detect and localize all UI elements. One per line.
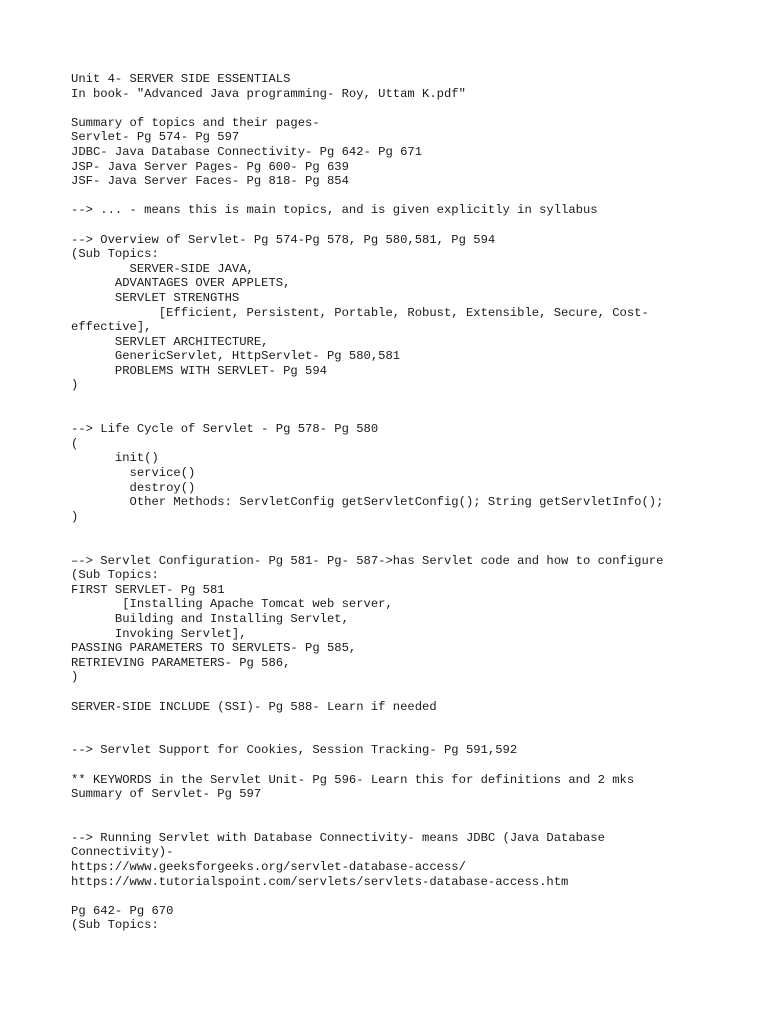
document-page [71, 72, 751, 933]
blank-line [71, 802, 751, 817]
text-line: effective], [71, 320, 152, 335]
text-line: ** KEYWORDS in the Servlet Unit- Pg 596- Learn this for definitions and 2 mks [71, 772, 635, 787]
text-line: --> Life Cycle of Servlet - Pg 578- Pg 580 [71, 422, 379, 437]
text-line: --> Running Servlet with Database Connectivity- means JDBC (Java Database [71, 830, 605, 845]
text-line: (Sub Topics: [71, 247, 159, 262]
text-line: ) [71, 509, 79, 524]
text-line: Other Methods: ServletConfig getServletConfig(); String getServletInfo(); [71, 495, 664, 510]
text-line: service() [71, 466, 196, 481]
blank-line [71, 685, 751, 700]
text-line: Servlet- Pg 574- Pg 597 [71, 130, 240, 145]
text-line: –-> Servlet Configuration- Pg 581- Pg- 587->has Servlet code and how to configure [71, 553, 664, 568]
text-line: SERVLET ARCHITECTURE, [71, 334, 269, 349]
text-line: --> ... - means this is main topics, and is given explicitly in syllabus [71, 203, 598, 218]
text-line: Pg 642- Pg 670 [71, 903, 174, 918]
text-line: Summary of Servlet- Pg 597 [71, 787, 262, 802]
text-line: init() [71, 451, 159, 466]
blank-line [71, 408, 751, 423]
text-line: PROBLEMS WITH SERVLET- Pg 594 [71, 363, 327, 378]
blank-line [71, 539, 751, 554]
text-line: RETRIEVING PARAMETERS- Pg 586, [71, 655, 291, 670]
text-line: Connectivity)- [71, 845, 174, 860]
text-line: SERVLET STRENGTHS [71, 290, 240, 305]
blank-line [71, 816, 751, 831]
blank-line [71, 189, 751, 204]
text-line: PASSING PARAMETERS TO SERVLETS- Pg 585, [71, 641, 357, 656]
text-line: https://www.geeksforgeeks.org/servlet-database-access/ [71, 860, 466, 875]
text-line: ADVANTAGES OVER APPLETS, [71, 276, 291, 291]
text-line: destroy() [71, 480, 196, 495]
text-line: SERVER-SIDE INCLUDE (SSI)- Pg 588- Learn if needed [71, 699, 437, 714]
blank-line [71, 729, 751, 744]
text-line: (Sub Topics: [71, 918, 159, 933]
text-line: SERVER-SIDE JAVA, [71, 261, 254, 276]
text-line: FIRST SERVLET- Pg 581 [71, 582, 225, 597]
text-line: ) [71, 378, 79, 393]
text-line: JSP- Java Server Pages- Pg 600- Pg 639 [71, 159, 349, 174]
text-line: In book- "Advanced Java programming- Roy, Uttam K.pdf" [71, 86, 466, 101]
blank-line [71, 393, 751, 408]
blank-line [71, 889, 751, 904]
text-line: (Sub Topics: [71, 568, 159, 583]
text-line: --> Servlet Support for Cookies, Session Tracking- Pg 591,592 [71, 743, 518, 758]
document-text-body [71, 72, 751, 933]
blank-line [71, 714, 751, 729]
text-line: https://www.tutorialspoint.com/servlets/servlets-database-access.htm [71, 874, 569, 889]
blank-line [71, 218, 751, 233]
blank-line [71, 101, 751, 116]
text-line: ) [71, 670, 79, 685]
text-line: [Installing Apache Tomcat web server, [71, 597, 393, 612]
text-line: Building and Installing Servlet, [71, 611, 349, 626]
text-line: Invoking Servlet], [71, 626, 247, 641]
text-line: GenericServlet, HttpServlet- Pg 580,581 [71, 349, 401, 364]
text-line: Unit 4- SERVER SIDE ESSENTIALS [71, 72, 291, 86]
text-line: Summary of topics and their pages- [71, 115, 320, 130]
text-line: ( [71, 436, 79, 451]
text-line: JSF- Java Server Faces- Pg 818- Pg 854 [71, 174, 349, 189]
text-line: --> Overview of Servlet- Pg 574-Pg 578, Pg 580,581, Pg 594 [71, 232, 496, 247]
text-line: [Efficient, Persistent, Portable, Robust, Extensible, Secure, Cost- [71, 305, 649, 320]
blank-line [71, 758, 751, 773]
blank-line [71, 524, 751, 539]
text-line: JDBC- Java Database Connectivity- Pg 642- Pg 671 [71, 144, 423, 159]
